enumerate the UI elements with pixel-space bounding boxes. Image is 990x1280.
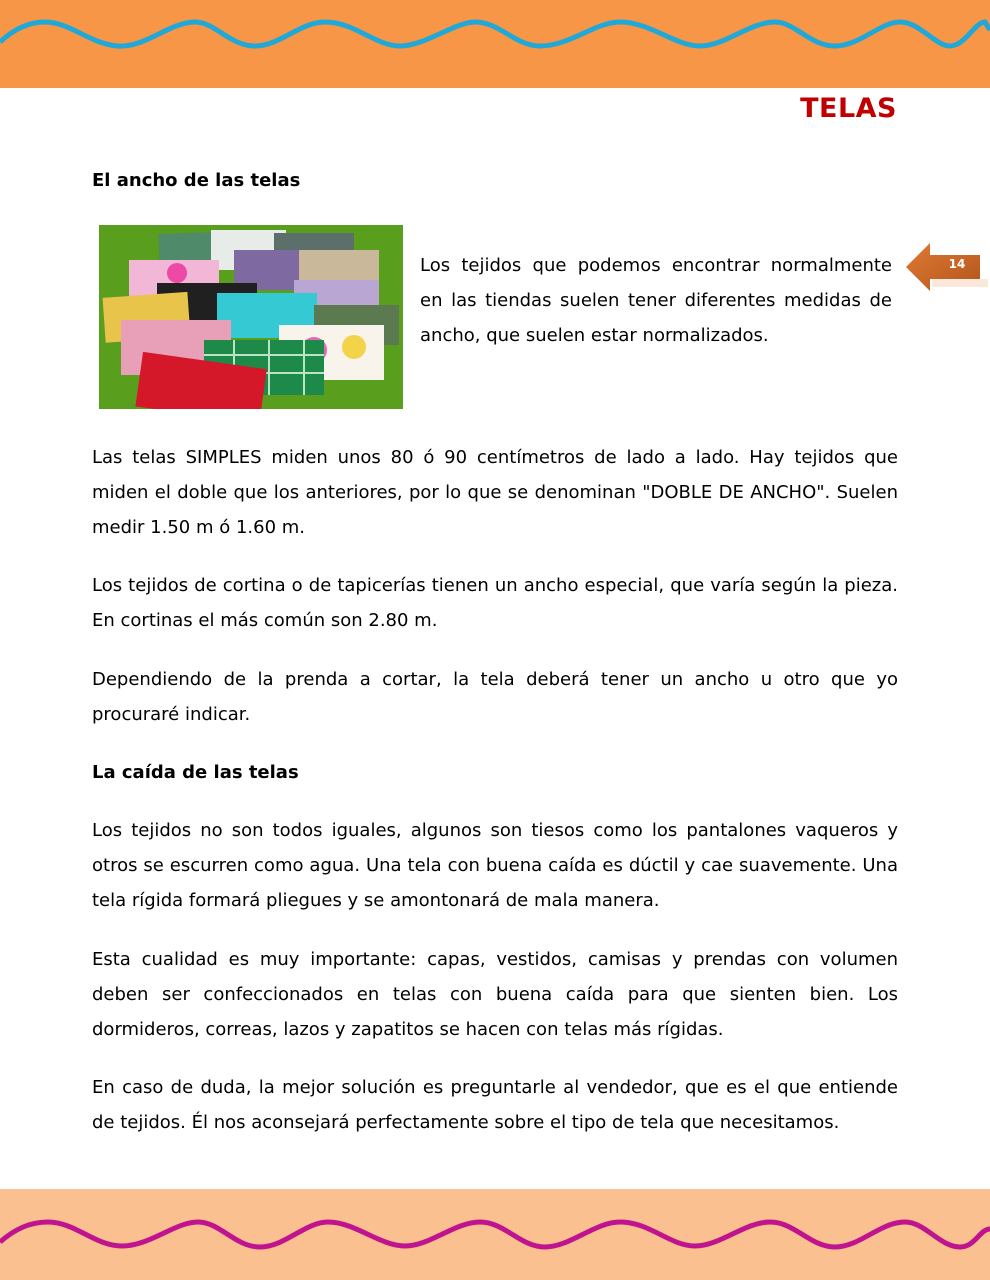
paragraph-duda: En caso de duda, la mejor solución es preguntarle al vendedor, que es el que entiende de tejidos. Él nos aconsejará perfectamente sobre el tipo de tela que necesitamos. [92,1077,898,1133]
section-heading-caida: La caída de las telas [92,762,299,783]
paragraph-cortinas: Los tejidos de cortina o de tapicerías tienen un ancho especial, que varía según la pieza. En cortinas el más común son 2.80 m. [92,575,898,631]
page-number: 14 [948,257,966,271]
header-band [0,0,990,88]
section-heading-ancho: El ancho de las telas [92,170,301,191]
fabric-photo [99,225,403,409]
paragraph-prenda: Dependiendo de la prenda a cortar, la tela deberá tener un ancho u otro que yo procuraré indicar. [92,669,898,725]
intro-paragraph: Los tejidos que podemos encontrar normalmente en las tiendas suelen tener diferentes medidas de ancho, que suelen estar normalizados. [420,255,892,346]
paragraph-cualidad: Esta cualidad es muy importante: capas, vestidos, camisas y prendas con volumen deben ser confeccionados en telas con buena caída para que sienten bien. Los dormideros, correas, lazos y zapatitos se hacen con telas más rígidas. [92,949,898,1040]
footer-band [0,1189,990,1280]
paragraph-simples: Las telas SIMPLES miden unos 80 ó 90 centímetros de lado a lado. Hay tejidos que miden el doble que los anteriores, por lo que se denominan "DOBLE DE ANCHO". Suelen medir 1.50 m ó 1.60 m. [92,447,898,538]
paragraph-tejidos: Los tejidos no son todos iguales, algunos son tiesos como los pantalones vaqueros y otros se escurren como agua. Una tela con buena caída es dúctil y cae suavemente. Una tela rígida formará pliegues y se amontonará de mala manera. [92,820,898,911]
wave-decoration-icon [0,0,990,88]
page-number-tab [906,243,990,291]
page-title: TELAS [800,93,897,124]
fabric-image-icon [99,225,403,409]
wave-decoration-icon [0,1189,990,1280]
